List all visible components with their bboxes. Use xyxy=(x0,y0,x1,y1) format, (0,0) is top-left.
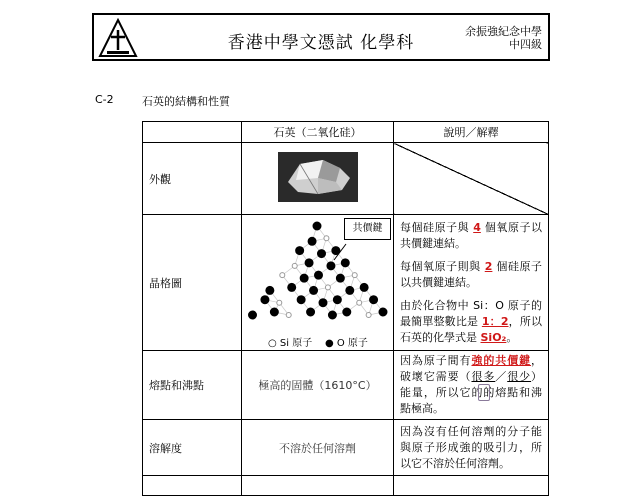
exam-title: 香港中學文憑試 化學科 xyxy=(227,33,415,53)
o-atom xyxy=(313,222,321,230)
option-many: 很多 xyxy=(471,370,496,383)
text-span: ，破壞它需要（ xyxy=(400,354,543,383)
o-atom xyxy=(310,286,318,294)
o-atom xyxy=(336,274,344,282)
o-atom xyxy=(308,237,316,245)
solubility-explanation: 因為沒有任何溶劑的分子能與原子形成強的吸引力，所以它不溶於任何溶劑。 xyxy=(394,420,549,476)
o-atom xyxy=(261,296,269,304)
table-row-solubility xyxy=(143,420,549,476)
o-atom xyxy=(305,259,313,267)
o-atom xyxy=(249,311,257,319)
o-atom xyxy=(333,296,341,304)
legend-o: ● O 原子 xyxy=(324,338,368,349)
appearance-explanation-crossed-cell xyxy=(394,143,549,215)
school-name xyxy=(465,25,542,51)
o-atom xyxy=(297,296,305,304)
text-span: ／ xyxy=(495,370,508,383)
section-code: C-2 xyxy=(95,93,114,106)
answer-formula: SiO₂ xyxy=(480,330,507,344)
text-span: 每個硅原子與 xyxy=(400,220,470,234)
o-atom xyxy=(319,299,327,307)
text-span: ，所以石英的化學式是 xyxy=(400,314,543,344)
text-span: 個硅原子以共價鍵連結。 xyxy=(400,259,543,289)
solubility-value: 不溶於任何溶劑 xyxy=(242,420,394,476)
lattice-legend xyxy=(268,334,368,349)
o-atom xyxy=(328,311,336,319)
si-atom xyxy=(357,300,362,305)
quartz-photo-cell xyxy=(242,143,394,215)
quartz-crystal-image xyxy=(278,152,358,202)
o-atom xyxy=(370,296,378,304)
o-atom xyxy=(360,283,368,291)
next-row-cell xyxy=(143,476,242,496)
quartz-table xyxy=(142,121,549,496)
si-atom xyxy=(292,263,297,268)
text-span: 因為原子間有 xyxy=(400,354,472,367)
table-row-next xyxy=(143,476,549,496)
text-span: ）能量，所以它的的熔點和沸點極高。 xyxy=(400,370,543,415)
o-atom xyxy=(300,274,308,282)
melting-explanation xyxy=(394,351,549,420)
text-span: 每個氧原子則與 xyxy=(400,259,481,273)
o-atom xyxy=(341,259,349,267)
text-span: 由於化合物中 Si：O 原子的最簡單整數比是 xyxy=(400,298,542,328)
header-quartz: 石英（二氧化硅） xyxy=(242,122,394,143)
si-atom xyxy=(277,300,282,305)
answer-ratio: 1：2 xyxy=(481,314,509,328)
header-blank-cell xyxy=(143,122,242,143)
o-atom xyxy=(307,308,315,316)
school-name-line: 余振強紀念中學 xyxy=(465,25,542,38)
answer-o-si-count: 2 xyxy=(484,259,493,273)
lattice-explanation-2 xyxy=(400,259,542,291)
o-atom xyxy=(266,286,274,294)
si-atom xyxy=(366,313,371,318)
row-label-melting: 熔點和沸點 xyxy=(143,351,242,420)
si-atom xyxy=(352,273,357,278)
o-atom xyxy=(379,308,387,316)
table-header-row xyxy=(143,122,549,143)
o-atom xyxy=(288,283,296,291)
o-atom xyxy=(270,308,278,316)
row-label-appearance: 外觀 xyxy=(143,143,242,215)
o-atom xyxy=(327,262,335,270)
lattice-explanation xyxy=(394,215,549,351)
answer-bond: 強的共價鍵 xyxy=(471,354,532,367)
si-atom xyxy=(324,236,329,241)
melting-value: 極高的固體（1610°C） xyxy=(242,351,394,420)
grade-level: 中四級 xyxy=(509,38,542,51)
next-row-cell xyxy=(394,476,549,496)
header-box xyxy=(92,13,550,61)
option-few: 很少 xyxy=(507,370,532,383)
text-span: 。 xyxy=(506,330,518,344)
si-atom xyxy=(286,313,291,318)
lattice-explanation-3 xyxy=(400,298,542,346)
table-row-appearance xyxy=(143,143,549,215)
text-span: 個氧原子以共價鍵連結。 xyxy=(400,220,543,250)
si-atom xyxy=(280,273,285,278)
covalent-bond-callout: 共價鍵 xyxy=(344,218,391,240)
row-label-solubility: 溶解度 xyxy=(143,420,242,476)
next-row-cell xyxy=(242,476,394,496)
o-atom xyxy=(346,286,354,294)
si-atom xyxy=(325,285,330,290)
answer-si-o-count: 4 xyxy=(473,220,481,234)
o-atom xyxy=(296,247,304,255)
o-atom xyxy=(318,250,326,258)
legend-si: ○ Si 原子 xyxy=(268,338,313,349)
o-atom xyxy=(343,308,351,316)
cursor-annotation xyxy=(478,384,490,401)
o-atom xyxy=(315,271,323,279)
lattice-explanation-1 xyxy=(400,220,542,252)
row-label-lattice: 晶格圖 xyxy=(143,215,242,351)
header-explanation: 說明／解釋 xyxy=(394,122,549,143)
section-title: 石英的結構和性質 xyxy=(142,95,230,108)
